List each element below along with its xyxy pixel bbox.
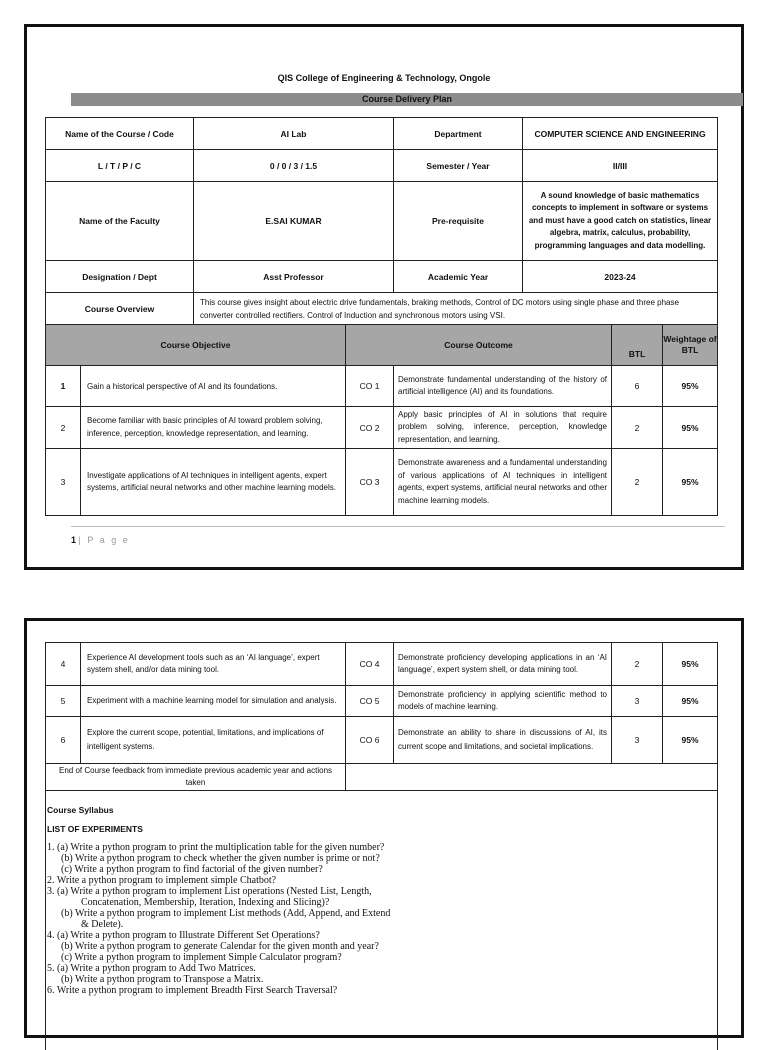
objective-number: 5 bbox=[45, 685, 81, 717]
weightage-header: Weightage of BTL bbox=[662, 324, 718, 366]
ltpc-label: L / T / P / C bbox=[45, 149, 194, 182]
experiment-line: (b) Write a python program to check whether the given number is prime or not? bbox=[61, 853, 380, 864]
prerequisite-label: Pre-requisite bbox=[393, 181, 523, 261]
department-value: COMPUTER SCIENCE AND ENGINEERING bbox=[522, 117, 718, 150]
semester-label: Semester / Year bbox=[393, 149, 523, 182]
experiment-line: (b) Write a python program to implement List methods (Add, Append, and Extend bbox=[61, 908, 391, 919]
btl-value: 2 bbox=[611, 406, 663, 449]
weightage-value: 95% bbox=[662, 685, 718, 717]
designation-label: Designation / Dept bbox=[45, 260, 194, 293]
btl-value: 3 bbox=[611, 716, 663, 764]
co-code: CO 3 bbox=[345, 448, 394, 516]
prerequisite-value: A sound knowledge of basic mathematics concepts to implement in software or systems and must have a good catch on statistics, linear algebra, matrix, calculus, probability, programming languages and data modelling. bbox=[522, 181, 718, 261]
feedback-value bbox=[345, 763, 718, 791]
feedback-label: End of Course feedback from immediate previous academic year and actions taken bbox=[45, 763, 346, 791]
designation-value: Asst Professor bbox=[193, 260, 394, 293]
experiment-line: 6. Write a python program to implement Breadth First Search Traversal? bbox=[47, 985, 338, 996]
academic-year-label: Academic Year bbox=[393, 260, 523, 293]
btl-value: 2 bbox=[611, 642, 663, 686]
objective-text: Experience AI development tools such as an ‘AI language’, expert system shell, and/or data mining tool. bbox=[80, 642, 346, 686]
experiment-line: 4. (a) Write a python program to Illustrate Different Set Operations? bbox=[47, 930, 320, 941]
page-word: | P a g e bbox=[78, 535, 130, 545]
experiment-line: 2. Write a python program to implement simple Chatbot? bbox=[47, 875, 277, 886]
objective-number: 1 bbox=[45, 365, 81, 407]
document-page-1 bbox=[24, 24, 744, 570]
experiment-line: 5. (a) Write a python program to Add Two Matrices. bbox=[47, 963, 256, 974]
outcome-text: Demonstrate fundamental understanding of the history of artificial intelligence (AI) and its foundations. bbox=[393, 365, 612, 407]
co-code: CO 6 bbox=[345, 716, 394, 764]
outcome-text: Demonstrate awareness and a fundamental understanding of various applications of AI techniques in intelligent agents, expert systems, artificial neural networks and other machine learning models. bbox=[393, 448, 612, 516]
semester-value: II/III bbox=[522, 149, 718, 182]
ltpc-value: 0 / 0 / 3 / 1.5 bbox=[193, 149, 394, 182]
experiment-list bbox=[47, 842, 707, 996]
faculty-label: Name of the Faculty bbox=[45, 181, 194, 261]
course-objective-header: Course Objective bbox=[45, 324, 346, 366]
btl-value: 2 bbox=[611, 448, 663, 516]
college-name: QIS College of Engineering & Technology, Ongole bbox=[277, 73, 491, 83]
btl-header: BTL bbox=[611, 324, 663, 366]
faculty-value: E.SAI KUMAR bbox=[193, 181, 394, 261]
objective-number: 2 bbox=[45, 406, 81, 449]
course-delivery-plan-bar: Course Delivery Plan bbox=[71, 93, 743, 106]
course-overview-label: Course Overview bbox=[45, 292, 194, 325]
co-code: CO 5 bbox=[345, 685, 394, 717]
syllabus-title: Course Syllabus bbox=[47, 805, 114, 815]
outcome-text: Apply basic principles of AI in solutions that require problem solving, inference, perception, knowledge representation, and learning. bbox=[393, 406, 612, 449]
footer-divider bbox=[71, 526, 725, 527]
experiment-line: (c) Write a python program to find factorial of the given number? bbox=[61, 864, 323, 875]
experiment-line: (b) Write a python program to generate Calendar for the given month and year? bbox=[61, 941, 379, 952]
co-code: CO 4 bbox=[345, 642, 394, 686]
objective-number: 4 bbox=[45, 642, 81, 686]
btl-value: 3 bbox=[611, 685, 663, 717]
experiment-line: 3. (a) Write a python program to implement List operations (Nested List, Length, bbox=[47, 886, 372, 897]
btl-value: 6 bbox=[611, 365, 663, 407]
weightage-value: 95% bbox=[662, 365, 718, 407]
academic-year-value: 2023-24 bbox=[522, 260, 718, 293]
course-name-label: Name of the Course / Code bbox=[45, 117, 194, 150]
experiments-title: LIST OF EXPERIMENTS bbox=[47, 824, 143, 834]
outcome-text: Demonstrate proficiency developing applications in an ‘AI language’, expert system shell, or data mining tool. bbox=[393, 642, 612, 686]
course-overview-value: This course gives insight about electric drive fundamentals, braking methods, Control of DC motors using single phase and three phase converter controlled rectifiers. Control of Induction and synchronous motors using VSI. bbox=[193, 292, 718, 325]
objective-text: Become familiar with basic principles of AI toward problem solving, inference, perception, knowledge representation, and learning. bbox=[80, 406, 346, 449]
objective-text: Experiment with a machine learning model for simulation and analysis. bbox=[80, 685, 346, 717]
weightage-value: 95% bbox=[662, 406, 718, 449]
experiment-line: Concatenation, Membership, Iteration, Indexing and Slicing)? bbox=[81, 897, 330, 908]
objective-text: Investigate applications of AI techniques in intelligent agents, expert systems, artificial neural networks and other machine learning models. bbox=[80, 448, 346, 516]
course-outcome-header: Course Outcome bbox=[345, 324, 612, 366]
objective-number: 6 bbox=[45, 716, 81, 764]
outcome-text: Demonstrate an ability to share in discussions of AI, its current scope and limitations, and societal implications. bbox=[393, 716, 612, 764]
objective-text: Gain a historical perspective of AI and its foundations. bbox=[80, 365, 346, 407]
department-label: Department bbox=[393, 117, 523, 150]
weightage-value: 95% bbox=[662, 716, 718, 764]
weightage-value: 95% bbox=[662, 448, 718, 516]
page-footer bbox=[71, 535, 130, 545]
experiment-line: & Delete). bbox=[81, 919, 124, 930]
co-code: CO 2 bbox=[345, 406, 394, 449]
page-number: 1 bbox=[71, 535, 77, 545]
co-code: CO 1 bbox=[345, 365, 394, 407]
outcome-text: Demonstrate proficiency in applying scientific method to models of machine learning. bbox=[393, 685, 612, 717]
experiment-line: 1. (a) Write a python program to print the multiplication table for the given number? bbox=[47, 842, 385, 853]
course-name-value: AI Lab bbox=[193, 117, 394, 150]
experiment-line: (b) Write a python program to Transpose a Matrix. bbox=[61, 974, 264, 985]
experiment-line: (c) Write a python program to implement Simple Calculator program? bbox=[61, 952, 342, 963]
weightage-value: 95% bbox=[662, 642, 718, 686]
objective-number: 3 bbox=[45, 448, 81, 516]
document-page-2 bbox=[24, 618, 744, 1038]
objective-text: Explore the current scope, potential, limitations, and implications of intelligent systems. bbox=[80, 716, 346, 764]
